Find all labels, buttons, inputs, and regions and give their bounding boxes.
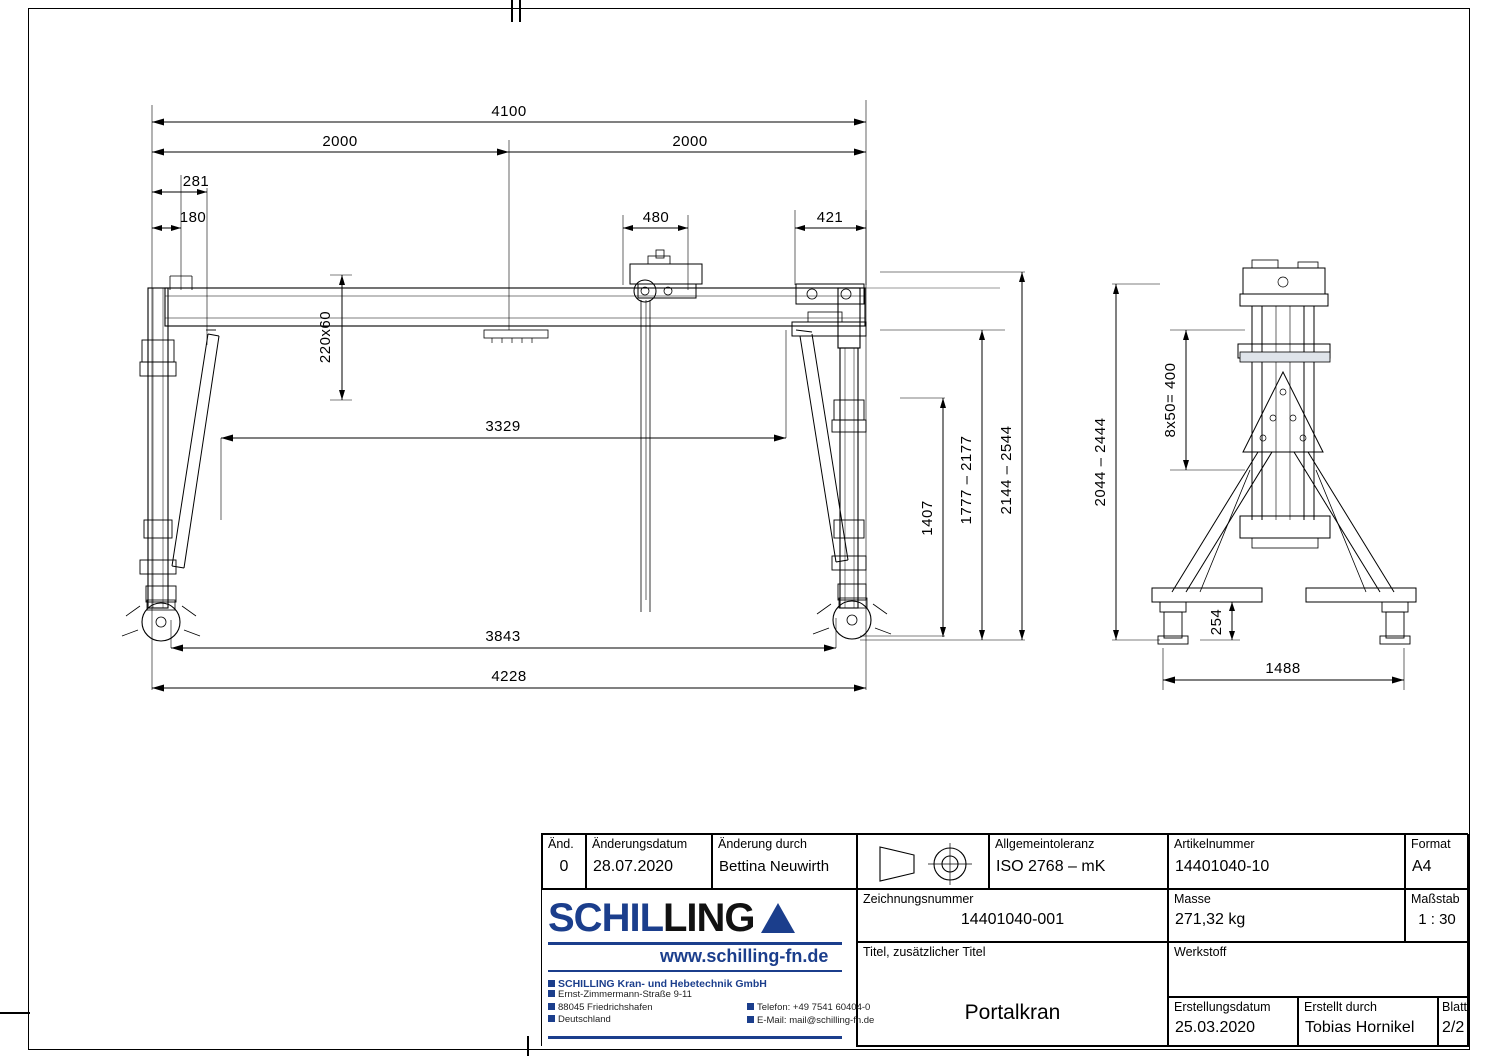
- bullet-icon-6: [747, 1016, 754, 1023]
- address-line-2: 88045 Friedrichshafen: [558, 1001, 653, 1013]
- svg-text:3843: 3843: [485, 628, 521, 645]
- title-cell: [857, 942, 1168, 1047]
- changed-by-value: Bettina Neuwirth: [719, 858, 830, 875]
- svg-text:421: 421: [816, 209, 844, 226]
- sheet-value: 2/2: [1442, 1019, 1465, 1036]
- changed-by-cell: [712, 834, 857, 889]
- article-number-cell: [1168, 834, 1405, 889]
- mass-value: 271,32 kg: [1175, 911, 1246, 928]
- logo-divider: [548, 970, 842, 972]
- address-line-1-row: [548, 989, 748, 1002]
- address-line-3: Deutschland: [558, 1014, 611, 1025]
- drawing-number-label: Zeichnungsnummer: [863, 892, 974, 906]
- change-date-value: 28.07.2020: [593, 858, 674, 875]
- general-tolerance-value: ISO 2768 – mK: [996, 858, 1106, 875]
- projection-symbol-cell: [857, 834, 989, 889]
- material-cell: [1168, 942, 1469, 997]
- logo-wordmark: [548, 896, 850, 940]
- article-number-label: Artikelnummer: [1174, 837, 1255, 851]
- svg-text:2044 – 2444: 2044 – 2444: [1092, 417, 1109, 507]
- revision-label: Änd.: [548, 837, 574, 851]
- triangle-icon: [761, 903, 795, 933]
- svg-text:1488: 1488: [1265, 660, 1301, 677]
- bullet-icon-4: [548, 1015, 555, 1022]
- scale-cell: [1405, 889, 1469, 942]
- svg-text:3329: 3329: [485, 418, 521, 435]
- svg-text:4228: 4228: [491, 668, 527, 685]
- revision-cell: [542, 834, 586, 889]
- bullet-icon-3: [548, 1003, 555, 1010]
- company-logo-block: [542, 889, 875, 1047]
- address-line-1: Ernst-Zimmermann-Straße 9-11: [558, 989, 692, 1000]
- svg-text:2000: 2000: [322, 133, 358, 150]
- logo-url[interactable]: www.schilling-fn.de: [660, 946, 829, 966]
- change-date-label: Änderungsdatum: [592, 837, 688, 851]
- email-value[interactable]: E-Mail: mail@schilling-fn.de: [757, 1014, 875, 1026]
- creation-date-label: Erstellungsdatum: [1174, 1000, 1271, 1014]
- drawing-number-cell: [857, 889, 1168, 942]
- changed-by-label: Änderung durch: [718, 837, 807, 851]
- sheet-label: Blatt: [1442, 1000, 1468, 1014]
- mass-cell: [1168, 889, 1405, 942]
- creation-date-cell: [1168, 997, 1298, 1047]
- bullet-icon-2: [548, 990, 555, 997]
- material-value: [1169, 961, 1468, 963]
- scale-value: 1 : 30: [1418, 911, 1456, 928]
- company-name: SCHILLING Kran- und Hebetechnik GmbH: [558, 978, 767, 990]
- created-by-value: Tobias Hornikel: [1305, 1019, 1415, 1036]
- created-by-cell: [1298, 997, 1438, 1047]
- svg-text:1777 – 2177: 1777 – 2177: [958, 435, 975, 525]
- address-line-2-row: [548, 1002, 748, 1015]
- drawing-title-value: Portalkran: [964, 1001, 1061, 1024]
- change-date-cell: [586, 834, 712, 889]
- first-angle-projection-icon: [858, 835, 988, 888]
- phone-value: Telefon: +49 7541 60404-0: [757, 1002, 871, 1013]
- general-tolerance-cell: [989, 834, 1168, 889]
- centre-mark-bottom: [527, 1036, 529, 1056]
- svg-text:2144 – 2544: 2144 – 2544: [998, 425, 1015, 515]
- logo-bottom-rule: [548, 1036, 842, 1039]
- article-number-value: 14401040-10: [1175, 858, 1270, 875]
- svg-text:480: 480: [642, 209, 670, 226]
- svg-text:4100: 4100: [491, 103, 527, 120]
- logo-text-second: LING: [663, 895, 755, 940]
- created-by-label: Erstellt durch: [1304, 1000, 1377, 1014]
- svg-text:254: 254: [1208, 608, 1225, 636]
- drawing-number-value: 14401040-001: [960, 911, 1065, 928]
- logo-text-first: SCHIL: [548, 895, 663, 940]
- svg-text:1407: 1407: [919, 500, 936, 536]
- creation-date-value: 25.03.2020: [1175, 1019, 1256, 1036]
- title-label: Titel, zusätzlicher Titel: [863, 945, 986, 959]
- contact-block: [747, 1002, 907, 1027]
- svg-text:281: 281: [182, 173, 210, 190]
- format-label: Format: [1411, 837, 1451, 851]
- address-line-3-row: [548, 1014, 748, 1027]
- bullet-icon-5: [747, 1003, 754, 1010]
- address-block: [548, 989, 748, 1027]
- format-cell: [1405, 834, 1469, 889]
- general-tolerance-label: Allgemeintoleranz: [995, 837, 1095, 851]
- sheet-cell: [1438, 997, 1469, 1047]
- title-block: [541, 833, 1468, 1046]
- svg-text:220x60: 220x60: [317, 310, 334, 364]
- email-row: [747, 1015, 907, 1028]
- centre-mark-left: [0, 1012, 30, 1014]
- scale-label: Maßstab: [1411, 892, 1460, 906]
- phone-row: [747, 1002, 907, 1015]
- bullet-icon: [548, 980, 555, 987]
- revision-value: 0: [559, 858, 569, 875]
- mass-label: Masse: [1174, 892, 1211, 906]
- format-value: A4: [1412, 858, 1432, 875]
- material-label: Werkstoff: [1174, 945, 1227, 959]
- svg-text:8x50= 400: 8x50= 400: [1162, 362, 1179, 438]
- logo-underline: [548, 942, 842, 945]
- svg-text:2000: 2000: [672, 133, 708, 150]
- svg-text:180: 180: [179, 209, 207, 226]
